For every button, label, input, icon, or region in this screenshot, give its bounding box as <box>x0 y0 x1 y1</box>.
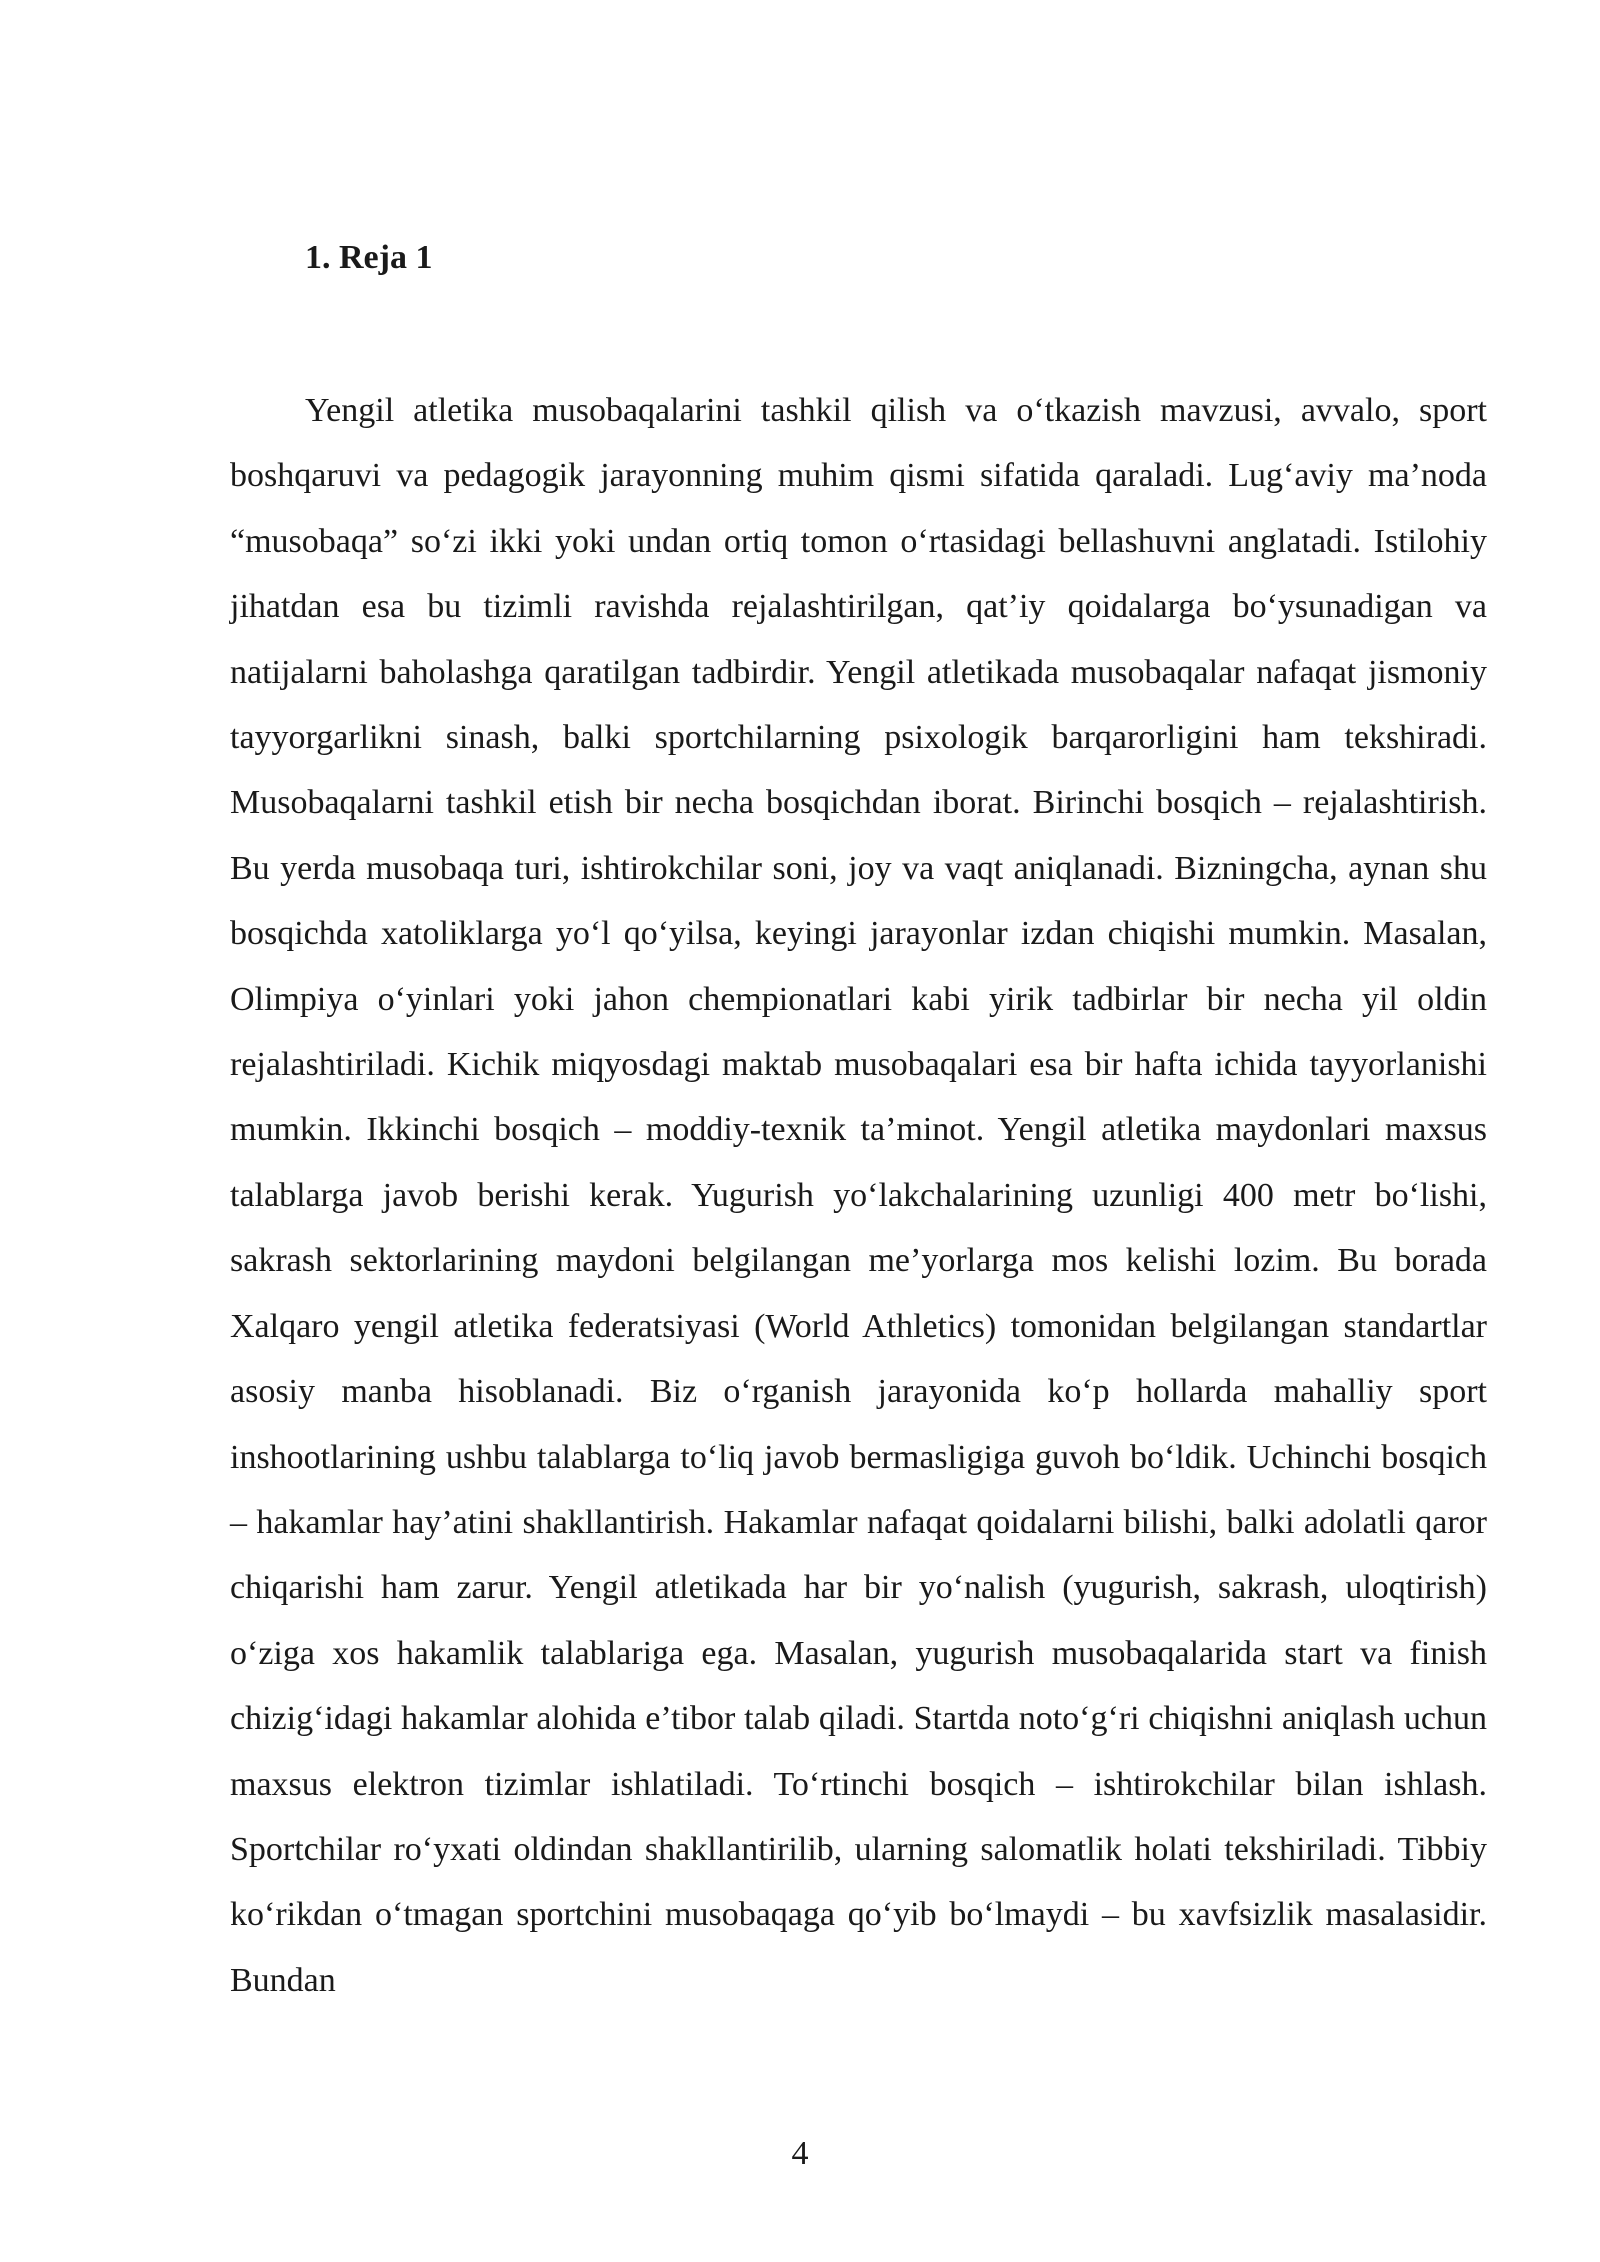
section-heading: 1. Reja 1 <box>305 239 433 276</box>
page-number: 4 <box>791 2135 809 2172</box>
body-paragraph: Yengil atletika musobaqalarini tashkil qilish va o‘tkazish mavzusi, avvalo, sport boshqaruvi va pedagogik jarayonning muhim qismi sifatida qaraladi. Lug‘aviy ma’noda “musobaqa” so‘zi ikki yoki undan ortiq tomon o‘rtasidagi bellashuvni anglatadi. Istilohiy jihatdan esa bu tizimli ravishda rejalashtirilgan, qat’iy qoidalarga bo‘ysunadigan va natijalarni baholashga qaratilgan tadbirdir. Yengil atletikada musobaqalar nafaqat jismoniy tayyorgarlikni sinash, balki sportchilarning psixologik barqarorligini ham tekshiradi. Musobaqalarni tashkil etish bir necha bosqichdan iborat. Birinchi bosqich – rejalashtirish. Bu yerda musobaqa turi, ishtirokchilar soni, joy va vaqt aniqlanadi. Bizningcha, aynan shu bosqichda xatoliklarga yo‘l qo‘yilsa, keyingi jarayonlar izdan chiqishi mumkin. Masalan, Olimpiya o‘yinlari yoki jahon chempionatlari kabi yirik tadbirlar bir necha yil oldin rejalashtiriladi. Kichik miqyosdagi maktab musobaqalari esa bir hafta ichida tayyorlanishi mumkin. Ikkinchi bosqich – moddiy-texnik ta’minot. Yengil atletika maydonlari maxsus talablarga javob berishi kerak. Yugurish yo‘lakchalarining uzunligi 400 metr bo‘lishi, sakrash sektorlarining maydoni belgilangan me’yorlarga mos kelishi lozim. Bu borada Xalqaro yengil atletika federatsiyasi (World Athletics) tomonidan belgilangan standartlar asosiy manba hisoblanadi. Biz o‘rganish jarayonida ko‘p hollarda mahalliy sport inshootlarining ushbu talablarga to‘liq javob bermasligiga guvoh bo‘ldik. Uchinchi bosqich – hakamlar hay’atini shakllantirish. Hakamlar nafaqat qoidalarni bilishi, balki adolatli qaror chiqarishi ham zarur. Yengil atletikada har bir yo‘nalish (yugurish, sakrash, uloqtirish) o‘ziga xos hakamlik talablariga ega. Masalan, yugurish musobaqalarida start va finish chizig‘idagi hakamlar alohida e’tibor talab qiladi. Startda noto‘g‘ri chiqishni aniqlash uchun maxsus elektron tizimlar ishlatiladi. To‘rtinchi bosqich – ishtirokchilar bilan ishlash. Sportchilar ro‘yxati oldindan shakllantirilib, ularning salomatlik holati tekshiriladi. Tibbiy ko‘rikdan o‘tmagan sportchini musobaqaga qo‘yib bo‘lmaydi – bu xavfsizlik masalasidir. Bundan <box>230 392 1487 1999</box>
